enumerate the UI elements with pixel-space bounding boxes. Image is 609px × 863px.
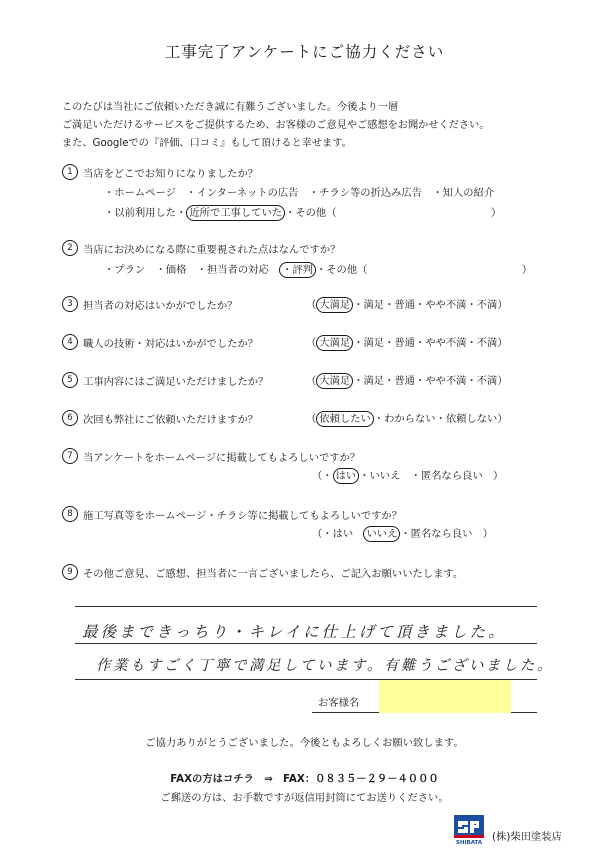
question-number: 5 (62, 372, 78, 388)
options: （ 大満足 ・満足・普通・やや不満・不満） (306, 299, 508, 311)
question-text: その他ご意見、ご感想、担当者に一言ございましたら、ご記入お願いいたします。 (83, 568, 464, 580)
options: （ 依頼したい ・わからない・依頼しない） (306, 413, 508, 425)
option-prefix: （・はい (312, 528, 364, 540)
question-5 (0, 372, 609, 392)
intro-line-1: このたびは当社にご依頼いただき誠に有難うございました。今後より一層 (62, 102, 399, 113)
question-8 (0, 506, 609, 546)
options-line-1: ・ホームページ ・インターネットの広告 ・チラシ等の折込み広告 ・知人の紹介 (104, 187, 495, 199)
customer-name-label: お客様名 (318, 697, 360, 709)
options: （ 大満足 ・満足・普通・やや不満・不満） (306, 337, 508, 349)
other-options: ・いいえ ・匿名なら良い ） (359, 470, 504, 482)
other-options: ・わからない・依頼しない） (373, 413, 508, 425)
company-name: (株)柴田塗装店 (492, 831, 562, 843)
selected-option: 大満足 (316, 373, 353, 389)
question-9 (0, 564, 609, 584)
page-title: 工事完了アンケートにご協力ください (164, 43, 445, 61)
other-options: ・満足・普通・やや不満・不満） (353, 375, 508, 387)
question-number: 7 (62, 448, 78, 464)
handwritten-comment-1: 最後まできっちり・キレイに仕上げて頂きました。 (82, 623, 507, 641)
options-line-1 (104, 261, 532, 276)
options (312, 525, 493, 540)
question-number: 4 (62, 334, 78, 350)
question-text: 職人の技術・対応はいかがでしたか？ (83, 338, 259, 350)
options-line-2 (104, 204, 501, 219)
question-number: 6 (62, 410, 78, 426)
other-options: ・匿名なら良い ） (400, 528, 494, 540)
thanks-text: ご協力ありがとうございました。今後ともよろしくお願い致します。 (145, 737, 464, 749)
options (312, 467, 503, 482)
selected-option: はい (333, 468, 360, 484)
options: （ 大満足 ・満足・普通・やや不満・不満） (306, 375, 508, 387)
other-options: ・満足・普通・やや不満・不満） (353, 337, 508, 349)
question-1 (0, 164, 609, 224)
question-3 (0, 296, 609, 316)
fax-text: FAXの方はコチラ ⇒ FAX：０８３５－２９－４０００ (170, 773, 439, 785)
question-number: 3 (62, 296, 78, 312)
question-text: 工事内容にはご満足いただけましたか？ (83, 376, 269, 388)
company-logo (452, 813, 486, 849)
question-number: 2 (62, 240, 78, 256)
question-text: 当店にお決めになる際に重要視された点はなんですか？ (83, 244, 341, 256)
logo-text: SHIBATA (455, 840, 483, 846)
selected-option: いいえ (363, 526, 400, 542)
question-number: 8 (62, 506, 78, 522)
question-text: 施工写真等をホームページ・チラシ等に掲載してもよろしいですか？ (83, 510, 402, 522)
selected-option: 近所で工事していた (186, 205, 285, 221)
option-group: ・以前利用した・ (104, 207, 187, 219)
other-options: ・満足・普通・やや不満・不満） (353, 299, 508, 311)
option-other: ・その他（ ） (315, 264, 533, 276)
question-7 (0, 448, 609, 488)
mail-text: ご郵送の方は、お手数ですが返信用封筒にてお送りください。 (160, 792, 449, 804)
selected-option: 依頼したい (316, 411, 373, 427)
option-group: ・プラン ・価格 ・担当者の対応 (104, 264, 280, 276)
question-text: 当店をどこでお知りになりましたか？ (83, 168, 259, 180)
customer-name-redaction (379, 680, 511, 713)
intro-line-3: また、Googleでの『評価、口コミ』もして頂けると幸せます。 (62, 138, 352, 149)
selected-option: ・評判 (279, 262, 316, 278)
question-text: 当アンケートをホームページに掲載してもよろしいですか？ (83, 452, 361, 464)
question-text: 次回も弊社にご依頼いただけますか？ (83, 414, 259, 426)
comment-line-2 (75, 643, 537, 644)
handwritten-comment-2: 作業もすごく丁寧で満足しています。有難うございました。 (96, 658, 554, 674)
selected-option: 大満足 (316, 297, 353, 313)
question-2 (0, 240, 609, 280)
question-4 (0, 334, 609, 354)
selected-option: 大満足 (316, 335, 353, 351)
intro-line-2: ご満足いただけるサービスをご提供するため、お客様のご意見やご感想をお聞かせください。 (62, 120, 490, 131)
comment-line-1 (75, 606, 537, 607)
question-number: 9 (62, 564, 78, 580)
question-6 (0, 410, 609, 430)
question-number: 1 (62, 164, 78, 180)
option-prefix: （・ (312, 470, 333, 482)
option-other: ・その他（ ） (285, 207, 502, 219)
question-text: 担当者の対応はいかがでしたか？ (83, 300, 238, 312)
